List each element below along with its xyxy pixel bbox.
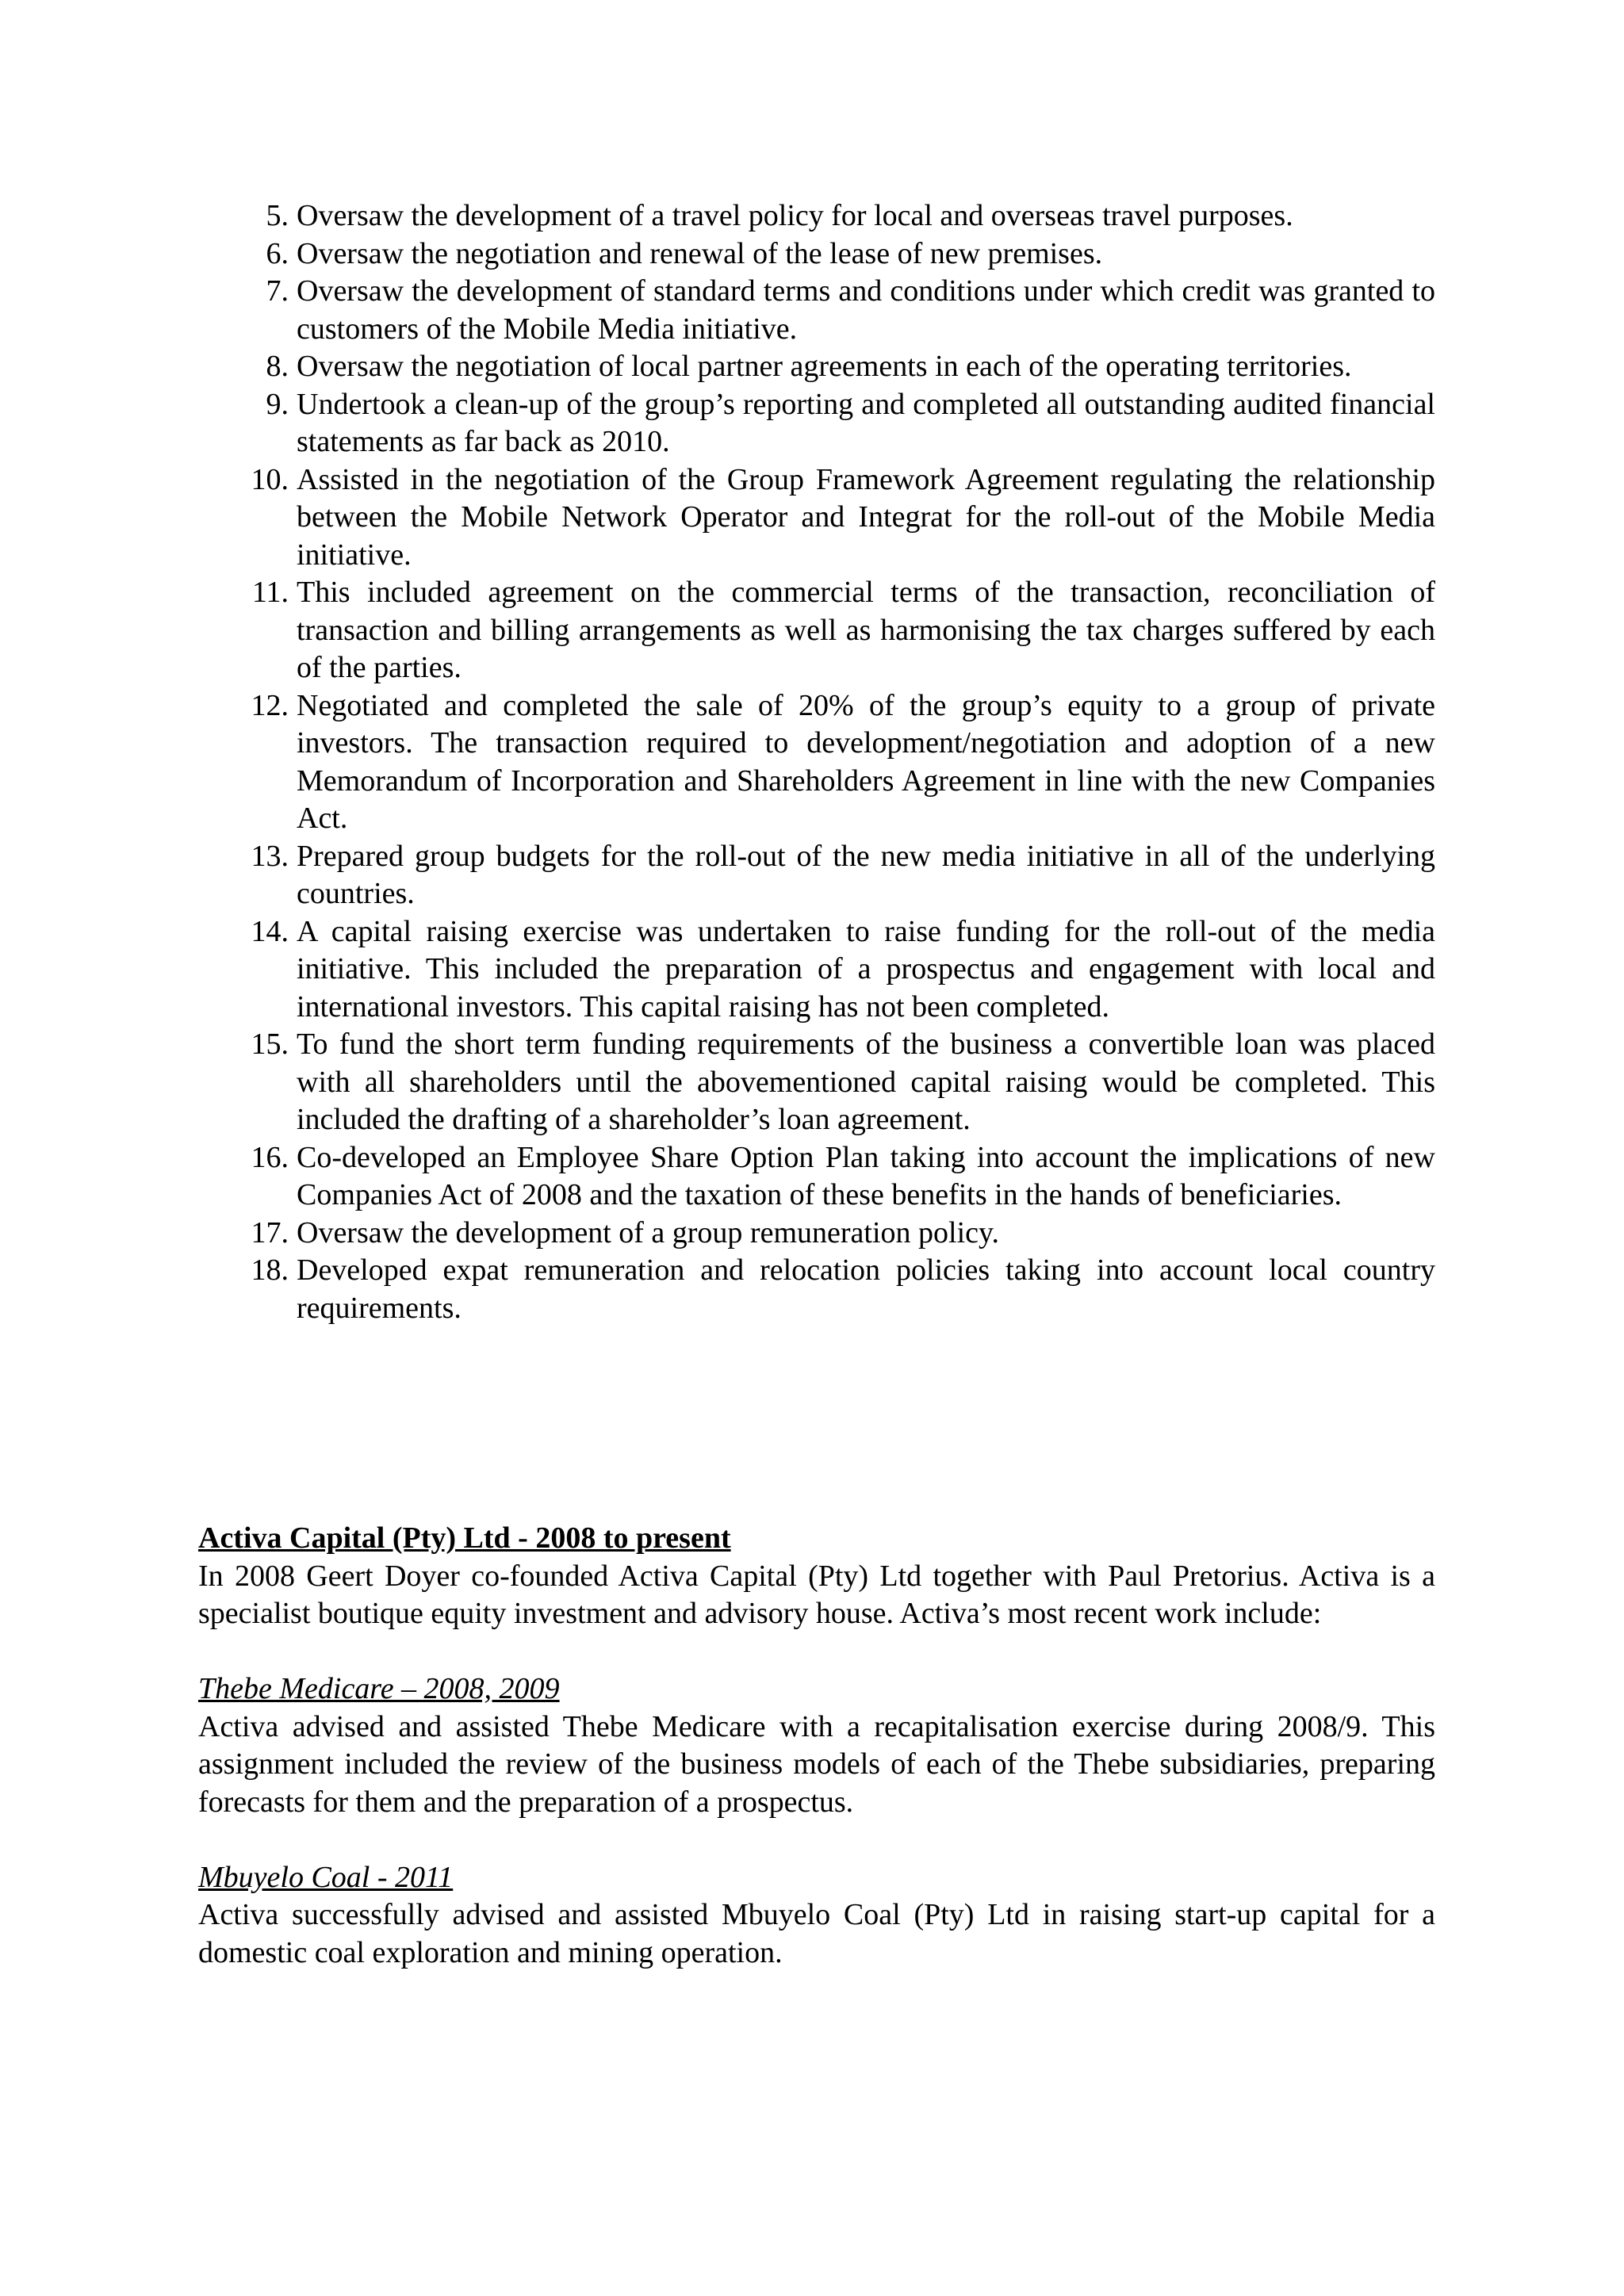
list-item: [198, 1252, 1435, 1327]
list-text: Oversaw the development of a travel policy for local and overseas travel purposes.: [297, 199, 1293, 232]
list-number: 16.: [251, 1140, 289, 1174]
list-item: [198, 1139, 1435, 1215]
list-text: Oversaw the development of a group remuneration policy.: [297, 1215, 1000, 1249]
list-number: 12.: [251, 688, 289, 722]
list-item: [198, 197, 1435, 235]
list-text: Oversaw the development of standard terms and conditions under which credit was granted to customers of the Mobile Media initiative.: [297, 274, 1435, 346]
activa-section: [198, 1520, 1435, 1972]
list-number: 6.: [266, 236, 289, 270]
list-item: [198, 386, 1435, 461]
list-number: 7.: [266, 274, 289, 308]
list-number: 8.: [266, 350, 289, 383]
list-number: 9.: [266, 387, 289, 421]
list-text: Prepared group budgets for the roll-out of the new media initiative in all of the underlying countries.: [297, 839, 1435, 910]
spacer: [198, 1821, 1435, 1859]
mbuyelo-text: Activa successfully advised and assisted Mbuyelo Coal (Pty) Ltd in raising start-up capital for a domestic coal exploration and mining operation.: [198, 1898, 1435, 1969]
list-text: Oversaw the negotiation and renewal of the lease of new premises.: [297, 236, 1103, 270]
list-item: [198, 461, 1435, 575]
list-number: 17.: [251, 1215, 289, 1249]
list-text: This included agreement on the commercial terms of the transaction, reconciliation of transaction and billing arrangements as well as harmonising the tax charges suffered by each of the parties.: [297, 576, 1435, 684]
list-text: Co-developed an Employee Share Option Plan taking into account the implications of new Companies Act of 2008 and the taxation of these benefits in the hands of beneficiaries.: [297, 1140, 1435, 1211]
section-title: Activa Capital (Pty) Ltd - 2008 to present: [198, 1521, 731, 1555]
list-text: A capital raising exercise was undertaken to raise funding for the roll-out of the media initiative. This included the preparation of a prospectus and engagement with local and international investors. This capital raising has not been completed.: [297, 914, 1435, 1024]
list-item: [198, 235, 1435, 274]
list-item: [198, 1215, 1435, 1253]
list-number: 13.: [251, 839, 289, 873]
list-item: [198, 574, 1435, 687]
section-intro: In 2008 Geert Doyer co-founded Activa Capital (Pty) Ltd together with Paul Pretorius. Activa is a specialist boutique equity investment and advisory house. Activa’s most recent work include:: [198, 1559, 1435, 1630]
list-text: Oversaw the negotiation of local partner agreements in each of the operating territories.: [297, 350, 1352, 383]
numbered-list: [198, 197, 1435, 1327]
list-number: 15.: [251, 1027, 289, 1061]
thebe-text: Activa advised and assisted Thebe Medicare with a recapitalisation exercise during 2008/9. This assignment included the review of the business models of each of the Thebe subsidiaries, preparing forecasts for them and the preparation of a prospectus.: [198, 1709, 1435, 1819]
list-number: 11.: [251, 576, 289, 609]
list-item: [198, 687, 1435, 838]
list-text: Undertook a clean-up of the group’s reporting and completed all outstanding audited financial statements as far back as 2010.: [297, 387, 1435, 458]
spacer: [198, 1633, 1435, 1671]
list-number: 14.: [251, 914, 289, 948]
list-number: 18.: [251, 1253, 289, 1287]
list-text: To fund the short term funding requirements of the business a convertible loan was placed with all shareholders until the abovementioned capital raising would be completed. This included the drafting of a shareholder’s loan agreement.: [297, 1027, 1435, 1136]
list-item: [198, 273, 1435, 348]
mbuyelo-title: Mbuyelo Coal - 2011: [198, 1860, 454, 1894]
list-text: Negotiated and completed the sale of 20% of the group’s equity to a group of private investors. The transaction required to development/negotiation and adoption of a new Memorandum of Incorporation and Shareholders Agreement in line with the new Companies Act.: [297, 688, 1435, 835]
list-text: Developed expat remuneration and relocation policies taking into account local country requirements.: [297, 1253, 1435, 1325]
list-item: [198, 348, 1435, 386]
list-number: 10.: [251, 462, 289, 496]
list-item: [198, 838, 1435, 913]
thebe-title: Thebe Medicare – 2008, 2009: [198, 1672, 560, 1705]
list-item: [198, 1026, 1435, 1139]
list-item: [198, 913, 1435, 1027]
list-number: 5.: [266, 199, 289, 232]
list-text: Assisted in the negotiation of the Group Framework Agreement regulating the relationship between the Mobile Network Operator and Integrat for the roll-out of the Mobile Media initiative.: [297, 462, 1435, 572]
